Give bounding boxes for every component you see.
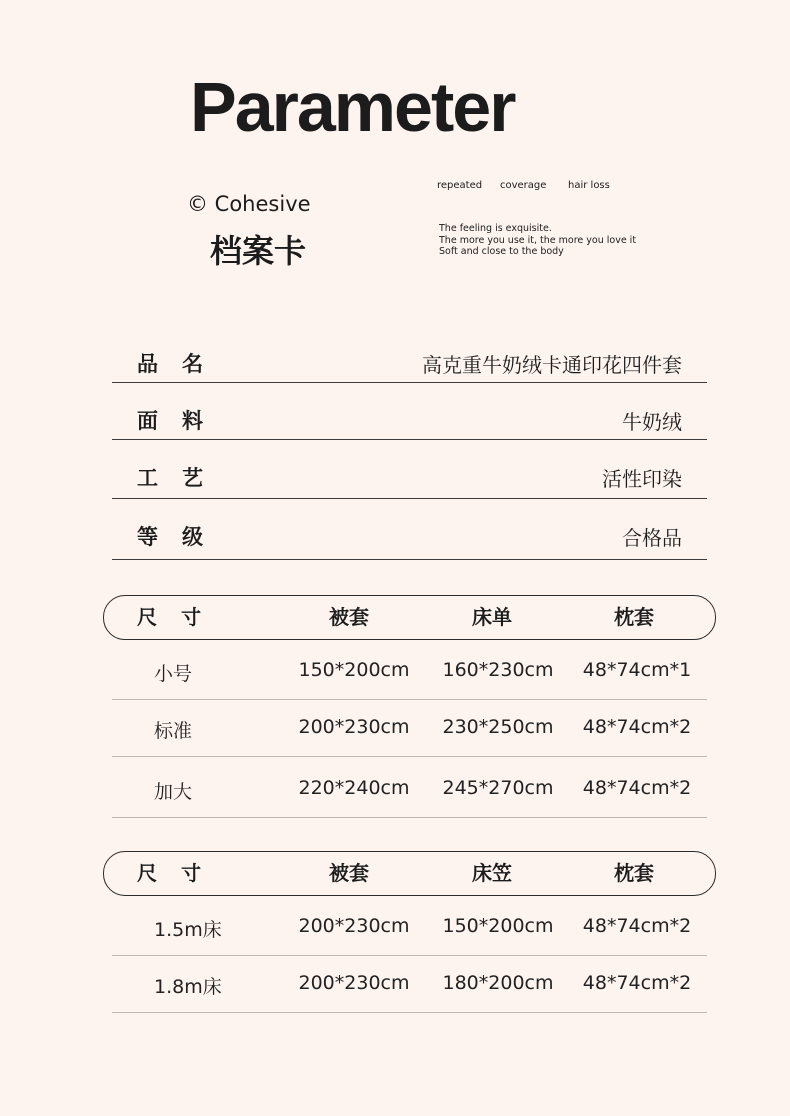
column-header-pillowcase: 枕套: [614, 605, 654, 629]
info-value: 活性印染: [602, 467, 682, 491]
column-header-size: 尺寸: [137, 605, 225, 629]
table-cell: 200*230cm: [298, 972, 410, 994]
column-header-size: 尺寸: [137, 861, 225, 885]
info-label: 品名: [137, 352, 227, 376]
table-cell: 48*74cm*2: [582, 915, 692, 937]
info-label: 工艺: [137, 466, 227, 490]
table-row: [112, 640, 707, 700]
tagline-line: The more you use it, the more you love it: [439, 234, 637, 246]
table-cell-size: 标准: [154, 720, 193, 742]
table-cell-size: 加大: [154, 781, 193, 803]
page-subtitle: 档案卡: [210, 232, 307, 270]
table-cell: 230*250cm: [442, 716, 554, 738]
table-row: [112, 757, 707, 818]
table-cell: 200*230cm: [298, 915, 410, 937]
table-cell-size: 1.8m床: [154, 976, 222, 998]
info-value: 合格品: [622, 526, 682, 550]
table-cell: 220*240cm: [298, 777, 410, 799]
table-cell: 160*230cm: [442, 659, 554, 681]
column-header-duvet: 被套: [329, 605, 369, 629]
info-row-fabric: [112, 383, 707, 440]
info-row-craft: [112, 440, 707, 499]
table-row: [112, 956, 707, 1013]
table-cell: 48*74cm*2: [582, 972, 692, 994]
bed-size-table-header: [103, 851, 716, 896]
table-cell: 150*200cm: [442, 915, 554, 937]
column-header-fitted-sheet: 床笠: [472, 861, 512, 885]
page-title: Parameter: [190, 68, 515, 146]
table-row: [112, 896, 707, 956]
tagline: [439, 223, 636, 258]
column-header-sheet: 床单: [472, 605, 512, 629]
info-value: 牛奶绒: [622, 410, 682, 434]
info-row-name: [112, 338, 707, 383]
brand-name: © Cohesive: [187, 192, 311, 216]
table-cell-size: 小号: [154, 663, 193, 685]
tagline-line: Soft and close to the body: [439, 246, 564, 257]
tagline-line: The feeling is exquisite.: [439, 223, 552, 234]
table-cell: 48*74cm*1: [582, 659, 692, 681]
table-cell: 200*230cm: [298, 716, 410, 738]
tag-hair-loss: hair loss: [568, 180, 610, 191]
table-cell: 48*74cm*2: [582, 777, 692, 799]
tag-repeated: repeated: [437, 180, 483, 191]
table-cell: 245*270cm: [442, 777, 554, 799]
table-cell-size: 1.5m床: [154, 919, 222, 941]
table-cell: 150*200cm: [298, 659, 410, 681]
info-label: 等级: [137, 525, 227, 549]
info-row-grade: [112, 499, 707, 560]
table-row: [112, 700, 707, 757]
tag-coverage: coverage: [500, 180, 547, 191]
size-table-header: [103, 595, 716, 640]
table-cell: 48*74cm*2: [582, 716, 692, 738]
table-cell: 180*200cm: [442, 972, 554, 994]
column-header-pillowcase: 枕套: [614, 861, 654, 885]
column-header-duvet: 被套: [329, 861, 369, 885]
info-label: 面料: [137, 409, 227, 433]
info-value: 高克重牛奶绒卡通印花四件套: [422, 353, 682, 377]
